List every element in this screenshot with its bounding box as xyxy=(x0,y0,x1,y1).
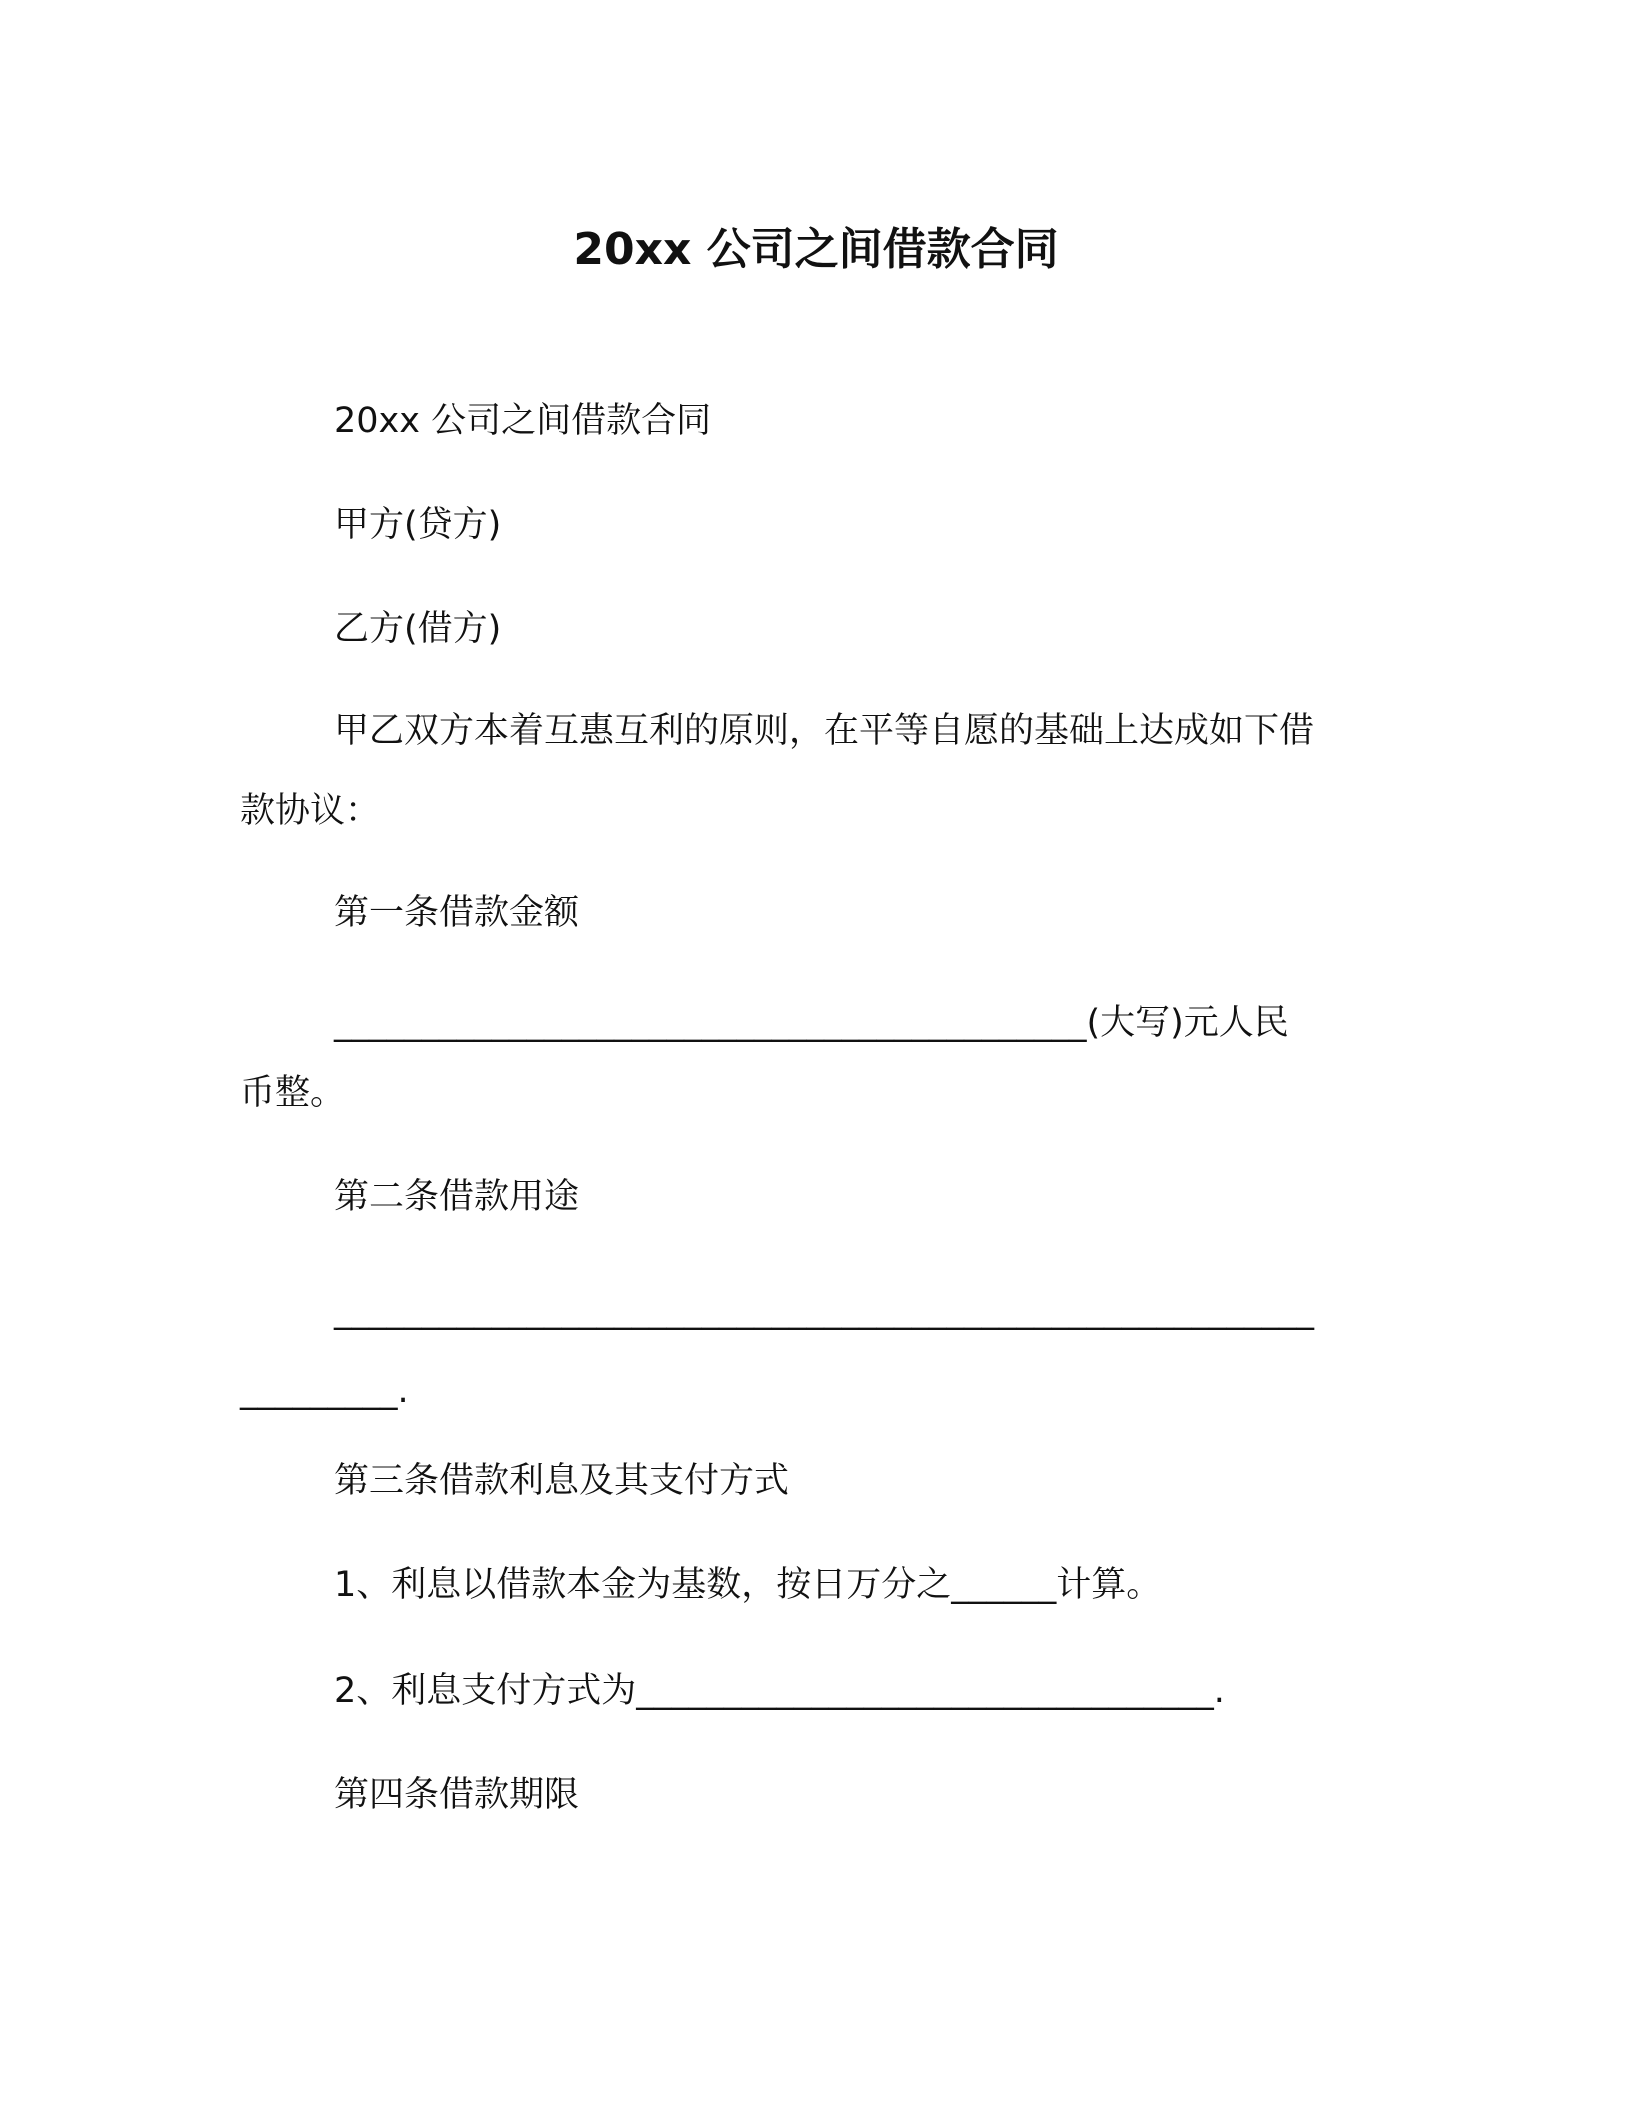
article-1-amount-line-2: 币整。 xyxy=(240,1073,346,1113)
article-3-item-2: 2、利息支付方式为_________________________________. xyxy=(334,1671,1225,1711)
intro-paragraph-line-2: 款协议： xyxy=(240,791,381,831)
intro-paragraph-line-1: 甲乙双方本着互惠互利的原则，在平等自愿的基础上达成如下借 xyxy=(334,711,1315,751)
article-3-heading: 第三条借款利息及其支付方式 xyxy=(334,1461,790,1501)
article-1-amount-line: ___________________________________________(大写)元人民 xyxy=(334,1003,1289,1043)
article-3-item-1: 1、利息以借款本金为基数，按日万分之______计算。 xyxy=(334,1565,1162,1605)
party-b-label: 乙方(借方) xyxy=(334,609,502,649)
party-a-label: 甲方(贷方) xyxy=(334,505,502,545)
document-subtitle: 20xx 公司之间借款合同 xyxy=(334,401,712,441)
article-1-heading: 第一条借款金额 xyxy=(334,893,580,933)
article-2-heading: 第二条借款用途 xyxy=(334,1177,580,1217)
document-title: 20xx 公司之间借款合同 xyxy=(573,224,1059,275)
article-4-heading: 第四条借款期限 xyxy=(334,1775,580,1815)
article-2-purpose-line: ________________________________________________________ xyxy=(334,1291,1314,1331)
article-2-purpose-line-2: _________. xyxy=(240,1371,409,1411)
